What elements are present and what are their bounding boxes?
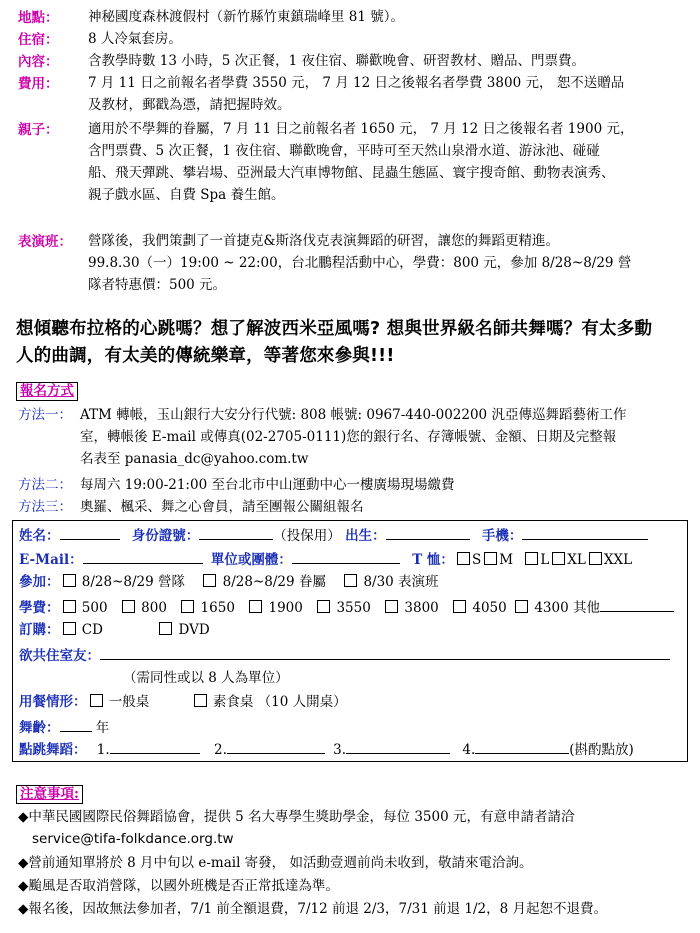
registration-form [12, 520, 688, 762]
order-dvd-checkbox[interactable] [159, 622, 172, 635]
roommate-note: （需同性或以 8 人為單位） [123, 670, 289, 686]
fee-4050-checkbox[interactable] [453, 600, 466, 613]
dance-2-field[interactable] [227, 739, 325, 754]
attend-family-checkbox[interactable] [203, 574, 216, 587]
fee-1900-checkbox[interactable] [249, 600, 262, 613]
info-label-content: 內容： [18, 54, 59, 70]
notes-heading: 注意事項: [16, 785, 83, 804]
note-item-scholarship: ◆中華民國國際民俗舞蹈協會，提供 5 名大專學生獎助學金，每位 3500 元，有意申請者請洽 service@tifa-folkdance.org.tw [18, 806, 575, 850]
attend-performance-checkbox[interactable] [344, 574, 357, 587]
phone-field[interactable] [522, 525, 648, 540]
info-value-fee: 7 月 11 日之前報名者學費 3550 元， 7 月 12 日之後報名者學費 3800 元， 恕不送贈品 及教材，郵戳為憑，請把握時效。 [88, 75, 625, 113]
dance-1-field[interactable] [110, 739, 200, 754]
size-m-checkbox[interactable] [484, 552, 497, 565]
fee-other-field[interactable] [600, 597, 674, 612]
size-s-checkbox[interactable] [457, 552, 470, 565]
form-row-personal: 姓名： 身份證號： （投保用） 出生： 手機： [19, 525, 648, 545]
form-row-roommate: 欲共住室友： [19, 645, 670, 665]
info-value-content: 含教學時數 13 小時，5 次正餐，1 夜住宿、聯歡晚會、研習教材、贈品、門票費。 [88, 53, 586, 69]
attend-camp-checkbox[interactable] [63, 574, 76, 587]
fee-800-checkbox[interactable] [122, 600, 135, 613]
form-row-fee: 學費： 500 800 1650 1900 3550 3800 4050 4300 其他 [19, 597, 674, 617]
note-item-refund: ◆報名後，因故無法參加者，7/1 前全額退費，7/12 前退 2/3，7/31 前退 1/2，8 月起恕不退費。 [18, 901, 608, 917]
note-item-typhoon: ◆颱風是否取消營隊，以國外班機是否正常抵達為準。 [18, 878, 339, 894]
id-number-field[interactable] [199, 525, 273, 540]
method-key: 方法二： [18, 477, 72, 493]
fee-1650-checkbox[interactable] [181, 600, 194, 613]
meal-regular-checkbox[interactable] [90, 694, 103, 707]
info-value-lodging: 8 人冷氣套房。 [88, 31, 182, 47]
info-label-lodging: 住宿： [18, 32, 59, 48]
size-l-checkbox[interactable] [525, 552, 538, 565]
method-key: 方法三： [18, 499, 72, 515]
method-key: 方法一： [18, 407, 72, 423]
signup-method-1: 方法一： ATM 轉帳，玉山銀行大安分行代號: 808 帳號: 0967-440-002200 汎亞傳巡舞蹈藝術工作 室，轉帳後 E-mail 或傳真(02-2705-0111)您的銀行名、存簿帳號、金額、日期及完整報 名表至 panasia_dc@yahoo.com.tw [18, 407, 627, 467]
signup-heading: 報名方式 [16, 382, 78, 401]
age-field[interactable] [60, 717, 92, 732]
fee-3550-checkbox[interactable] [317, 600, 330, 613]
form-row-order: 訂購： CD DVD [19, 622, 210, 638]
info-value-performance: 營隊後，我們策劃了一首捷克&斯洛伐克表演舞蹈的研習，讓您的舞蹈更精進。 99.8.30（一）19:00 ~ 22:00，台北鵬程活動中心，學費：800 元，參加 8/28~8/29 營 隊者特惠價：500 元。 [88, 233, 632, 293]
note-item-notice: ◆營前通知單將於 8 月中旬以 e-mail 寄發， 如活動壹週前尚未收到，敬請來電洽詢。 [18, 855, 533, 871]
info-label-fee: 費用： [18, 76, 59, 92]
meal-vegetarian-checkbox[interactable] [194, 694, 207, 707]
fee-3800-checkbox[interactable] [385, 600, 398, 613]
email-field[interactable] [83, 549, 203, 564]
dance-4-field[interactable] [475, 739, 569, 754]
form-row-contact: E-Mail： 單位或團體： T 恤： S M L XL XXL [19, 549, 632, 569]
slogan: 想傾聽布拉格的心跳嗎？想了解波西米亞風嗎? 想與世界級名師共舞嗎？有太多動 人的曲調，有太美的傳統樂章，等著您來參與!!! [16, 319, 653, 366]
form-row-dance: 點跳舞蹈： 1. 2. 3. 4. (斟酌點放) [19, 739, 634, 759]
info-label-location: 地點： [18, 10, 59, 26]
signup-method-2: 方法二： 每周六 19:00-21:00 至台北市中山運動中心一樓廣場現場繳費 [18, 477, 455, 493]
info-value-location: 神秘國度森林渡假村（新竹縣竹東鎮瑞峰里 81 號）。 [88, 9, 405, 25]
dance-3-field[interactable] [346, 739, 450, 754]
form-row-attend: 參加： 8/28~8/29 營隊 8/28~8/29 眷屬 8/30 表演班 [19, 574, 439, 590]
fee-500-checkbox[interactable] [63, 600, 76, 613]
name-field[interactable] [60, 525, 120, 540]
info-label-family: 親子： [18, 122, 59, 138]
order-cd-checkbox[interactable] [63, 622, 76, 635]
form-row-age: 舞齡： 年 [19, 717, 109, 737]
contact-email: service@tifa-folkdance.org.tw [32, 831, 234, 847]
size-xxl-checkbox[interactable] [589, 552, 602, 565]
signup-method-3: 方法三： 奧羅、楓采、舞之心會員，請至團報公關組報名 [18, 499, 364, 515]
fee-4300-other-checkbox[interactable] [515, 600, 528, 613]
info-label-performance: 表演班： [18, 234, 72, 250]
birth-field[interactable] [386, 525, 470, 540]
form-row-meal: 用餐情形： 一般桌 素食桌 （10 人開桌） [19, 694, 347, 710]
size-xl-checkbox[interactable] [552, 552, 565, 565]
org-field[interactable] [292, 549, 400, 564]
roommate-field[interactable] [100, 645, 670, 660]
info-value-family: 適用於不學舞的眷屬，7 月 11 日之前報名者 1650 元， 7 月 12 日之後報名者 1900 元， 含門票費、5 次正餐，1 夜住宿、聯歡晚會，平時可至天然山泉滑水道、游泳池、碰碰 船、飛天彈跳、攀岩場、亞洲最大汽車博物館、昆蟲生態區、寰宇搜奇館、動物表演秀、 親子戲水區、自費 Spa 養生館。 [88, 121, 634, 203]
